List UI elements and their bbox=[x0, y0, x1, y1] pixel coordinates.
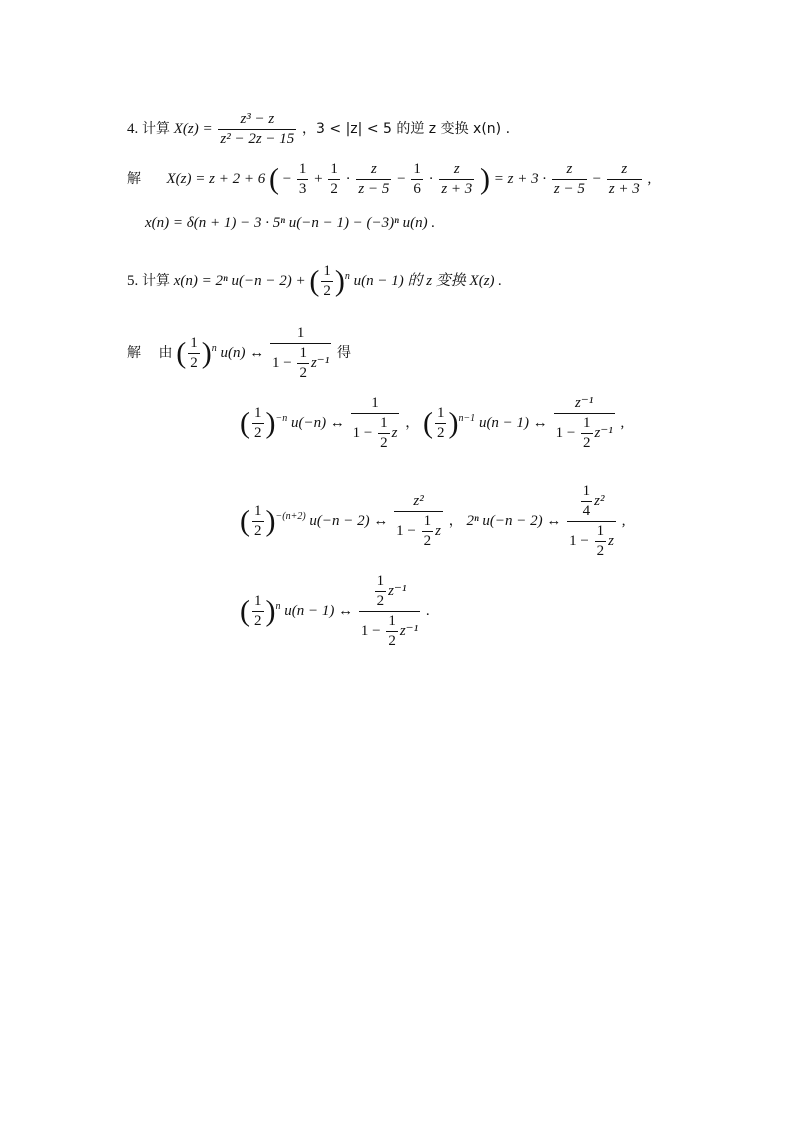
fraction: $\frac{z}{z - 5}$ bbox=[553, 161, 585, 197]
fraction: $\frac{z}{z + 3}$ bbox=[608, 161, 640, 197]
fraction: $\frac{1}{2}$ bbox=[330, 161, 338, 197]
fraction: $\frac{1}{2}$ bbox=[254, 405, 262, 441]
problem-4-solution-line-1: 解 X(z) = z + 2 + 6 ( − $\frac{1}{3}$ + $\frac{1}{2}$ · $\frac{z}{z - 5}$ − $\frac{1}{6}$ · $\frac{z}{z + 3}$ ) = z + 3 · $\frac{z}{z - 5}$ − $\frac{z}{z + 3}$ , bbox=[127, 161, 652, 197]
fraction: $\frac{1}{2}$ bbox=[436, 405, 445, 441]
fraction: $\frac{z}{z + 3}$ bbox=[441, 161, 473, 197]
transform-pair-row-1: ( $\frac{1}{2}$ )$^{-n}$ u(−n) ↔ 1 1 − $\frac{1}{2}$ z ， ( $\frac{1}{2}$ )$^{n-1}$ u(n − 1) ↔ z⁻¹ 1 − $\frac{1}{2}$ z⁻¹ , bbox=[240, 395, 625, 451]
fraction: 1 1 − $\frac{1}{2}$ z bbox=[352, 395, 398, 451]
problem-5-label: 5. bbox=[127, 272, 139, 289]
fraction: $\frac{z}{z - 5}$ bbox=[358, 161, 390, 197]
solution-label: 解 bbox=[127, 344, 141, 361]
problem-5-statement: 5. 计算 x(n) = 2ⁿ u(−n − 2) + ( $\frac{1}{2}$ )$^n$ u(n − 1) 的 z 变换 X(z) . bbox=[127, 263, 503, 299]
fraction: $\frac{1}{6}$ bbox=[413, 161, 421, 197]
problem-5-solution-intro: 解 由 ( $\frac{1}{2}$ )$^n$ u(n) ↔ 1 1 − $\frac{1}{2}$ z⁻¹ 得 bbox=[127, 325, 351, 381]
problem-4-solution-line-2: x(n) = δ(n + 1) − 3 · 5ⁿ u(−n − 1) − (−3)ⁿ u(n) . bbox=[145, 215, 436, 231]
transform-pair-row-3: ( $\frac{1}{2}$ )$^n$ u(n − 1) ↔ $\frac{1}{2}$ z⁻¹ 1 − $\frac{1}{2}$ z⁻¹ . bbox=[240, 573, 430, 649]
fraction: 1 1 − $\frac{1}{2}$ z⁻¹ bbox=[272, 325, 330, 381]
fraction: $\frac{\text{z³ − z}}{\text{z² − 2z − 15}}$ bbox=[220, 111, 295, 147]
problem-4-statement: 4. 计算 X(z) = $\frac{\text{z³ − z}}{\text{z² − 2z − 15}}$ ，3 < |z| < 5 的逆 z 变换 x(n) . bbox=[127, 111, 511, 147]
fraction: z⁻¹ 1 − $\frac{1}{2}$ z⁻¹ bbox=[555, 395, 613, 451]
fraction: z² 1 − $\frac{1}{2}$ z bbox=[396, 493, 441, 549]
fraction: $\frac{1}{2}$ bbox=[323, 263, 331, 299]
solution-label: 解 bbox=[127, 170, 141, 187]
left-paren: ( bbox=[268, 162, 279, 196]
problem-4-label: 4. bbox=[127, 120, 139, 137]
transform-pair-row-2: ( $\frac{1}{2}$ )$^{-(n+2)}$ u(−n − 2) ↔ z² 1 − $\frac{1}{2}$ z ， 2ⁿ u(−n − 2) ↔ $\frac{1}{4}$ z² 1 − $\frac{1}{2}$ z , bbox=[240, 483, 626, 559]
fraction: $\frac{1}{2}$ bbox=[190, 335, 198, 371]
fraction: $\frac{1}{4}$ z² 1 − $\frac{1}{2}$ z bbox=[569, 483, 614, 559]
fraction: $\frac{1}{3}$ bbox=[298, 161, 307, 197]
fraction: $\frac{1}{2}$ bbox=[254, 593, 262, 629]
right-paren: ) bbox=[480, 162, 491, 196]
fraction: $\frac{1}{2}$ z⁻¹ 1 − $\frac{1}{2}$ z⁻¹ bbox=[360, 573, 419, 649]
fraction: $\frac{1}{2}$ bbox=[254, 503, 262, 539]
